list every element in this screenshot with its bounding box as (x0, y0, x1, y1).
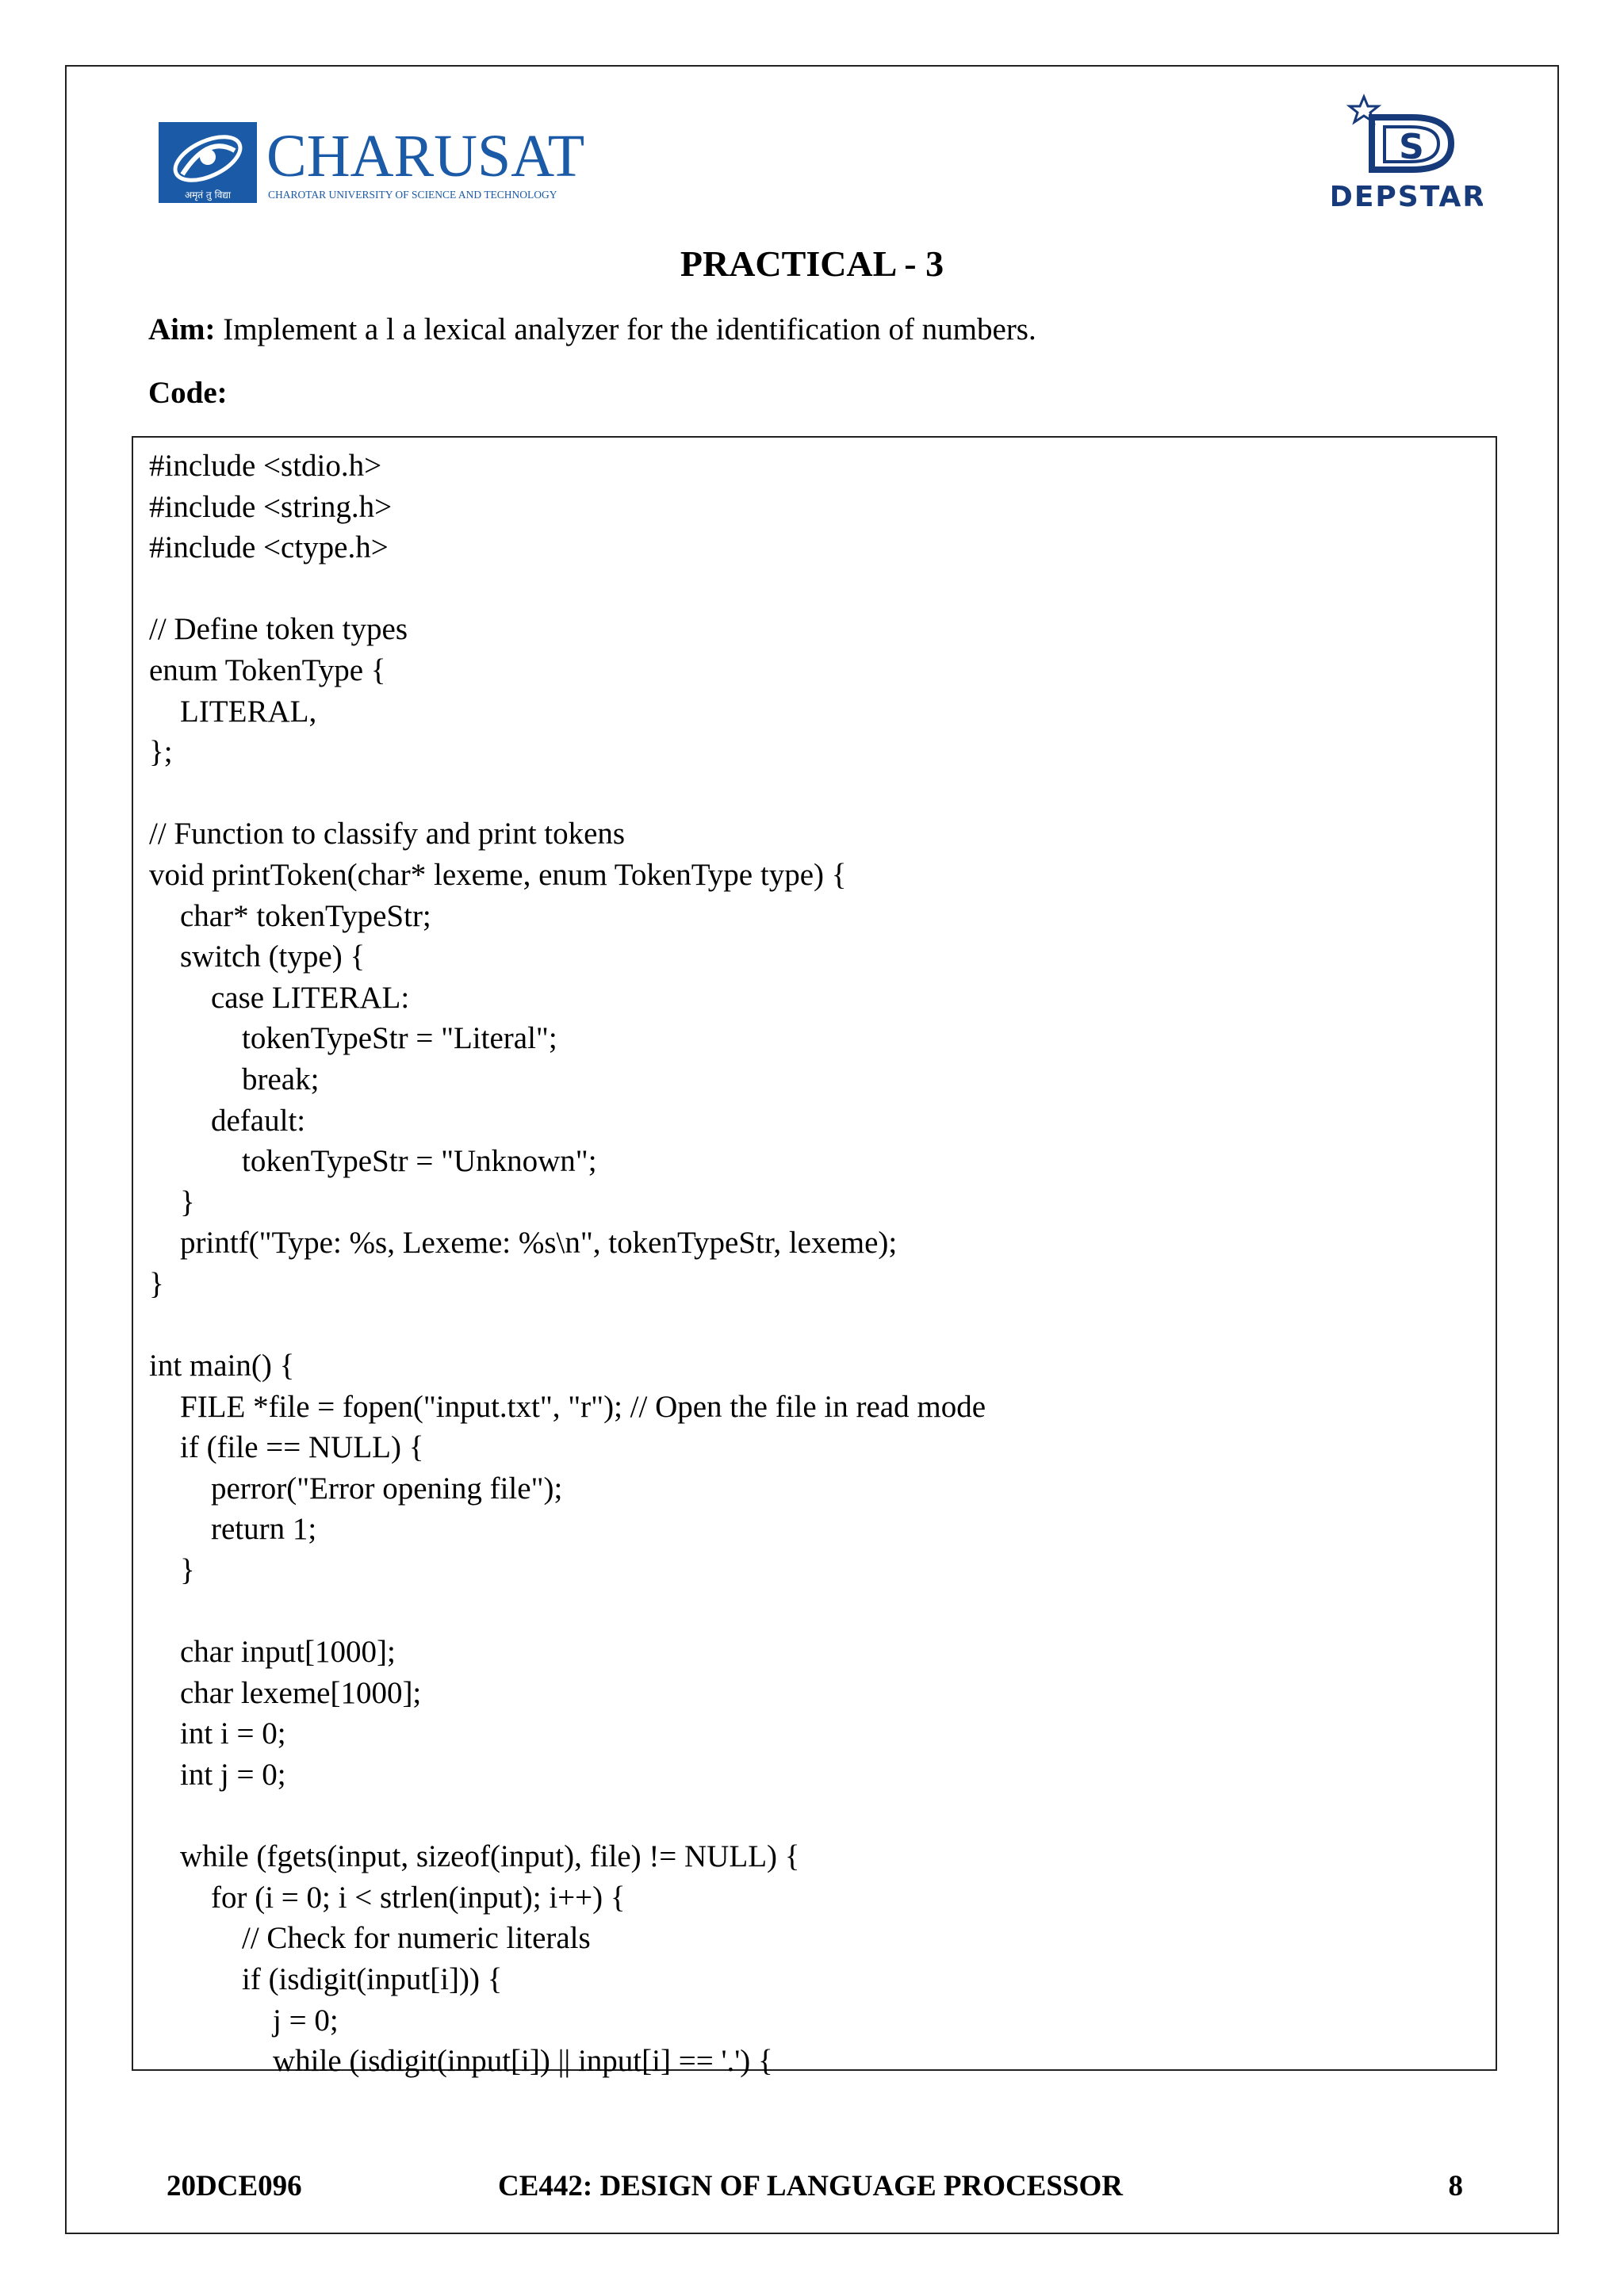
code-line: } (149, 1266, 164, 1301)
code-line: // Define token types (149, 612, 408, 647)
code-line (149, 568, 986, 610)
code-line: // Function to classify and print tokens (149, 817, 626, 851)
code-line: tokenTypeStr = "Literal"; (149, 1021, 557, 1056)
code-line: printf("Type: %s, Lexeme: %s\n", tokenTypeStr, lexeme); (149, 1226, 898, 1261)
logo-wordmark: CHARUSAT (266, 123, 585, 189)
code-line: j = 0; (149, 2003, 339, 2038)
code-line (149, 1591, 986, 1632)
page-title: PRACTICAL - 3 (680, 243, 944, 284)
charusat-logo (159, 119, 603, 206)
code-line: while (isdigit(input[i]) || input[i] == '.') { (149, 2044, 773, 2079)
code-label: Code: (148, 376, 228, 410)
code-line: LITERAL, (149, 694, 317, 729)
code-line: if (file == NULL) { (149, 1430, 424, 1465)
logo-subtitle: CHAROTAR UNIVERSITY OF SCIENCE AND TECHNOLOGY (268, 189, 557, 201)
code-line: tokenTypeStr = "Unknown"; (149, 1144, 597, 1179)
code-line: enum TokenType { (149, 652, 386, 687)
code-line: // Check for numeric literals (149, 1921, 591, 1956)
code-line: } (149, 1184, 195, 1219)
code-line: break; (149, 1062, 320, 1096)
code-line: int j = 0; (149, 1758, 286, 1792)
code-line: #include <string.h> (149, 489, 393, 524)
depstar-logo (1332, 94, 1483, 212)
code-line: perror("Error opening file"); (149, 1471, 563, 1506)
depstar-wordmark: DEPSTAR (1332, 181, 1483, 212)
footer-course-title: CE442: DESIGN OF LANGUAGE PROCESSOR (497, 2170, 1124, 2202)
code-line: switch (type) { (149, 939, 366, 974)
code-line (149, 1796, 986, 1837)
code-line: for (i = 0; i < strlen(input); i++) { (149, 1880, 626, 1915)
aim-statement (148, 308, 1036, 352)
code-line: char lexeme[1000]; (149, 1675, 422, 1710)
logo-motto: अमृतं तु विद्या (184, 189, 232, 201)
code-lines (149, 446, 986, 2082)
code-line: char input[1000]; (149, 1635, 396, 1670)
code-line (149, 1304, 986, 1345)
code-line: int i = 0; (149, 1716, 286, 1751)
code-line: void printToken(char* lexeme, enum TokenType type) { (149, 857, 847, 892)
aim-text: Implement a l a lexical analyzer for the identification of numbers. (215, 312, 1036, 346)
code-line: return 1; (149, 1512, 317, 1547)
aim-label: Aim: (148, 312, 216, 346)
footer-roll-number: 20DCE096 (167, 2170, 302, 2202)
svg-text:S: S (1399, 127, 1424, 167)
code-line: case LITERAL: (149, 980, 410, 1015)
code-line: } (149, 1553, 195, 1588)
code-line: int main() { (149, 1349, 295, 1383)
code-line: #include <ctype.h> (149, 530, 389, 565)
code-line: while (fgets(input, sizeof(input), file) != NULL) { (149, 1839, 800, 1874)
code-line: #include <stdio.h> (149, 449, 382, 483)
code-line: char* tokenTypeStr; (149, 898, 431, 933)
footer-page-number: 8 (1448, 2170, 1463, 2202)
code-line: }; (149, 735, 173, 770)
code-block (132, 436, 1497, 2079)
code-line: default: (149, 1103, 306, 1138)
code-line: if (isdigit(input[i])) { (149, 1961, 503, 1996)
code-line (149, 773, 986, 814)
code-line: FILE *file = fopen("input.txt", "r"); // Open the file in read mode (149, 1389, 986, 1424)
